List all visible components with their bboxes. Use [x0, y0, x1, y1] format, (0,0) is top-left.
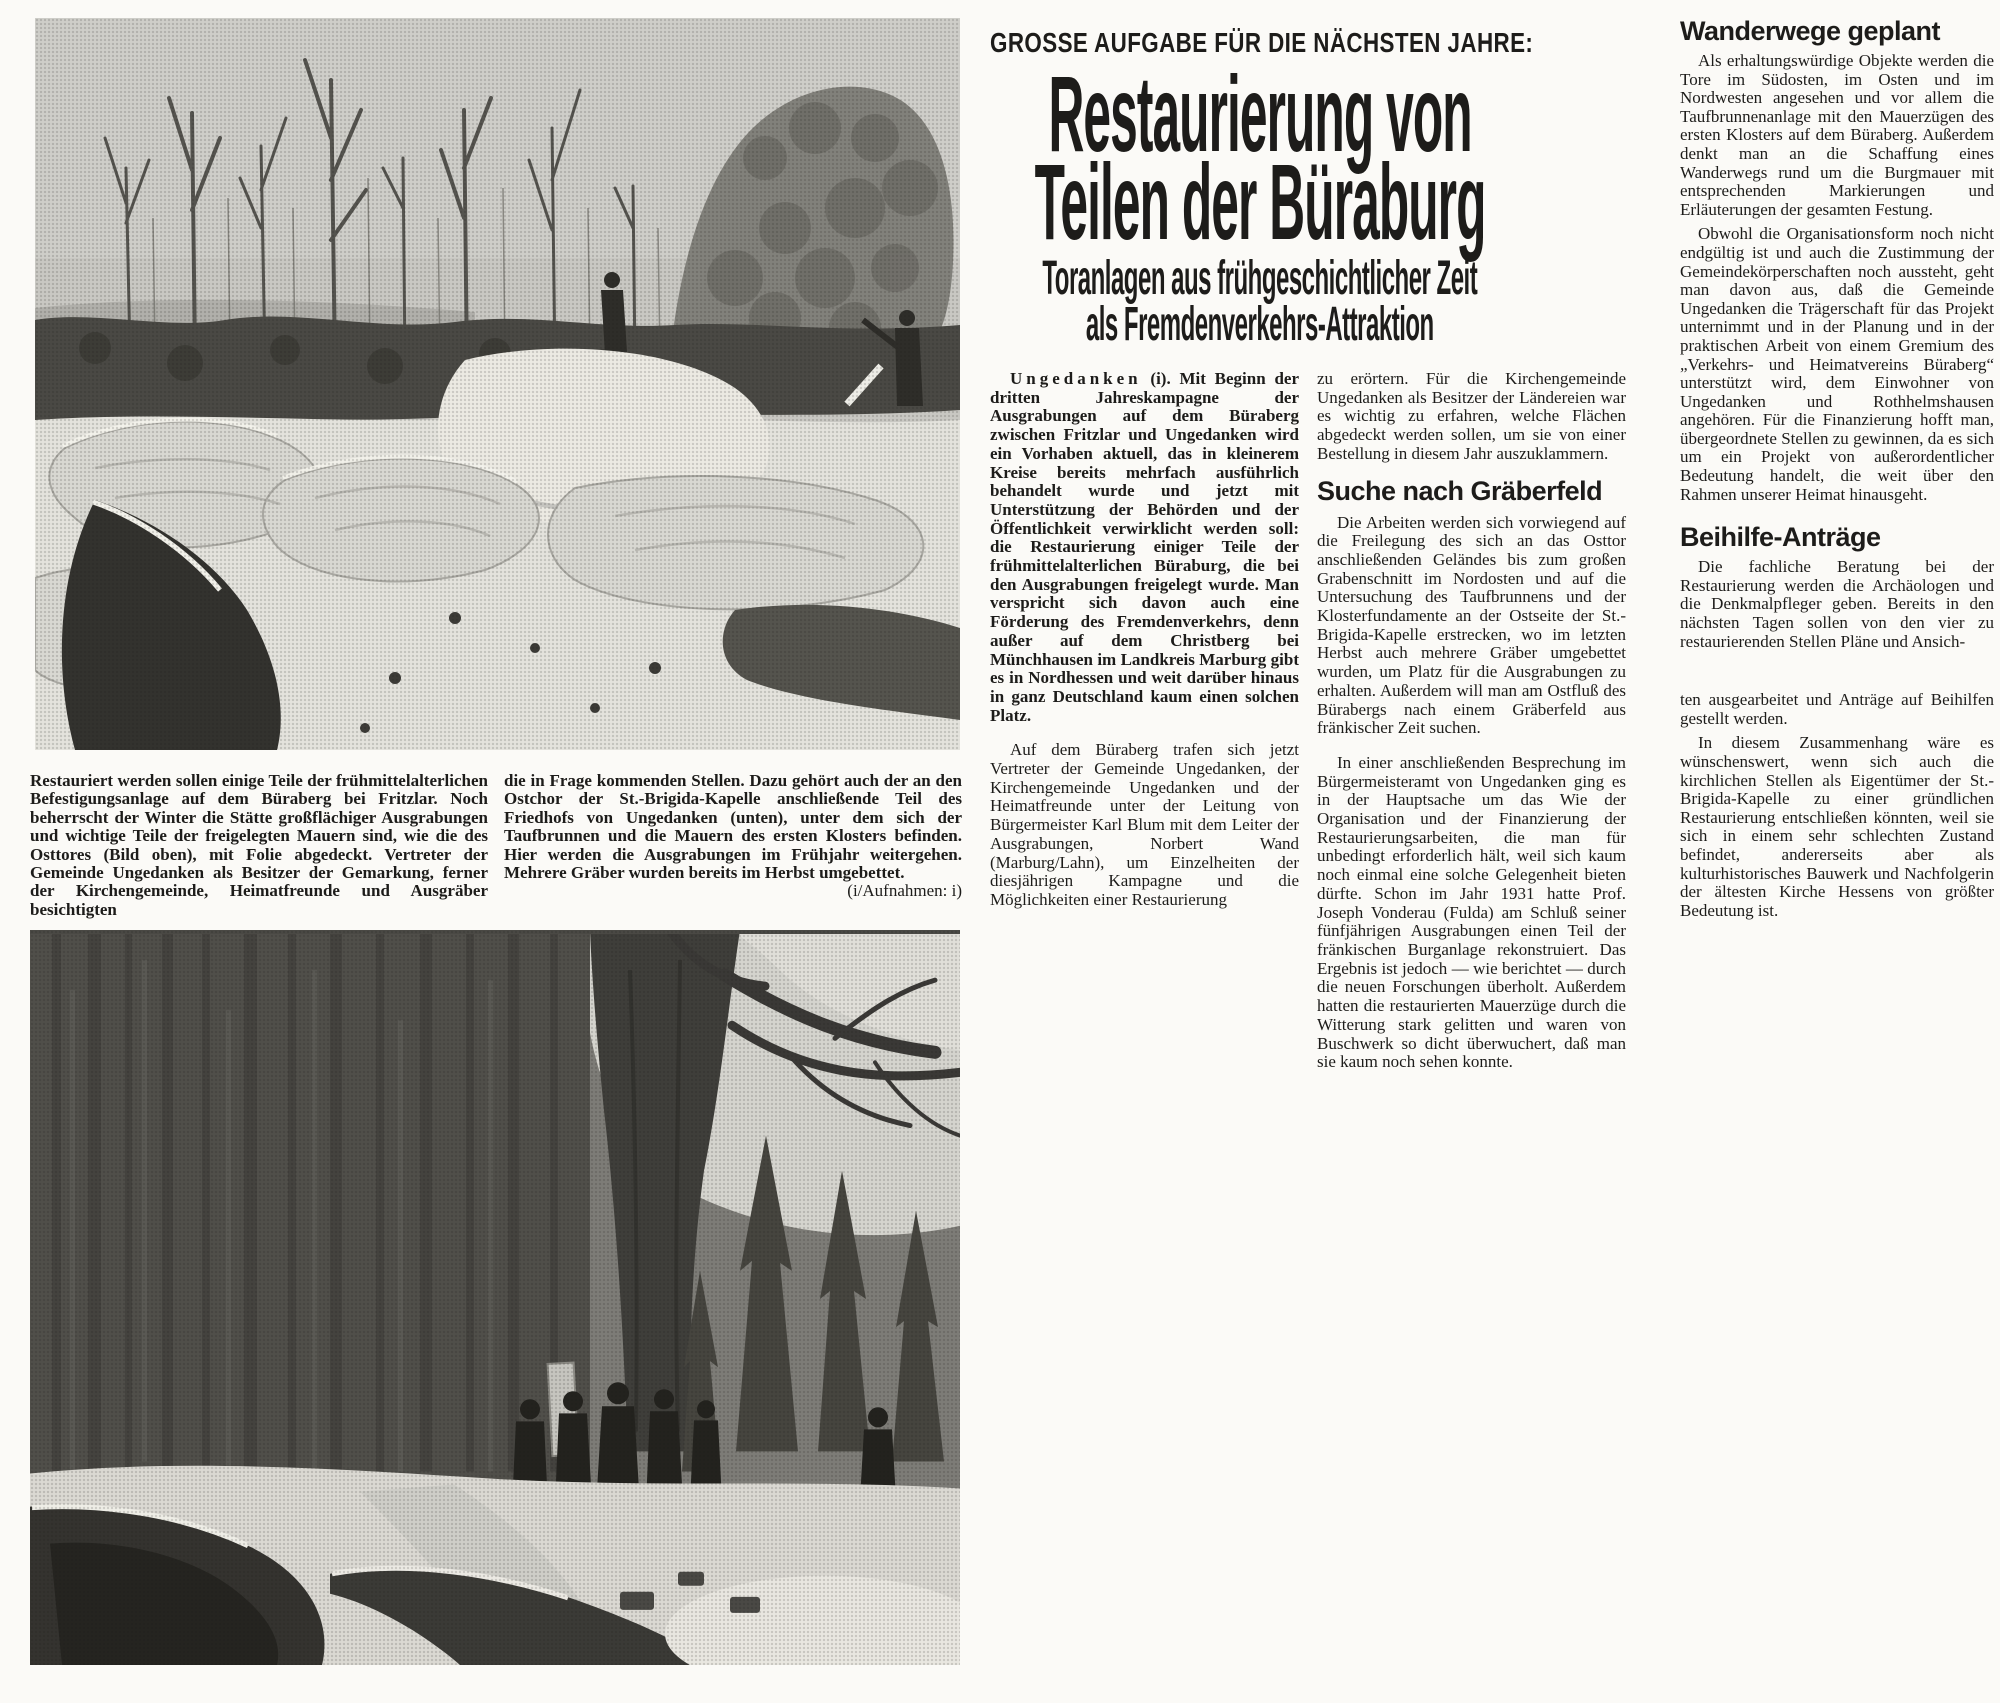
- caption-right-text: die in Frage kommenden Stellen. Dazu gehört auch der an den Ostchor der St.-Brigida-Kapelle anschließende Teil des Friedhofs von Ungedanken (unten), unter dem sich der Taufbrunnen und die Mauern des ersten Klosters befinden. Hier werden die Ausgrabungen im Frühjahr weitergehen. Mehrere Gräber wurden bereits im Herbst umgebettet.: [504, 771, 962, 883]
- paragraph: Die fachliche Beratung bei der Restaurierung werden die Archäologen und die Denkmalpfleger geben. Bereits in den nächsten Tagen sollen von den vier zu restaurierenden Stellen Pläne und Ansich-: [1680, 557, 1994, 651]
- sidebar-heading-beihilfe: Beihilfe-Anträge: [1680, 522, 1881, 553]
- subhead-line-1: Toranlagen aus frühgeschichtlicher Zeit: [1042, 252, 1478, 305]
- caption-left-column: Restauriert werden sollen einige Teile der frühmittelalterlichen Befestigungsanlage auf dem Büraberg bei Fritzlar. Noch beherrscht der Winter die Stätte großflächiger Ausgrabungen und wichtige Teile der freigelegten Mauern sind, wie die des Osttores (Bild oben), mit Folie abgedeckt. Vertreter der Gemeinde Ungedanken als Besitzer der Gemarkung, ferner der Kirchengemeinde, Heimatfreunde und Ausgräber besichtigten: [30, 771, 488, 919]
- photo-top-excavation: [35, 18, 960, 750]
- kicker-text: GROSSE AUFGABE FÜR DIE NÄCHSTEN JAHRE:: [990, 27, 1534, 58]
- article-body: [990, 370, 1626, 1072]
- sidebar: [1680, 14, 1994, 920]
- paragraph-continued: ten ausgearbeitet und Anträge auf Beihilfen gestellt werden.: [1680, 690, 1994, 728]
- paragraph: Als erhaltungswürdige Objekte werden die Tore im Südosten, im Osten und im Nordwesten angesehen und vor allem die Taufbrunnenanlage mit den Mauerzügen des ersten Klosters auf dem Büraberg. Außerdem denkt man an die Schaffung eines Wanderwegs rund um die Burgmauer mit entsprechenden Markierungen und Erläuterungen der gesamten Festung.: [1680, 51, 1994, 219]
- paragraph: zu erörtern. Für die Kirchengemeinde Ungedanken als Besitzer der Ländereien war es wichtig zu erfahren, welche Flächen abgedeckt werden sollen, um sie von einer Bestellung in diesem Jahr auszuklammern.: [1317, 369, 1626, 463]
- paragraph: In einer anschließenden Besprechung im Bürgermeisteramt von Ungedanken ging es in der Hauptsache um das Wie der Organisation und der Finanzierung der Restaurierungsarbeiten, die man für unbedingt erforderlich hält, weil sich kaum noch einmal eine solche Gelegenheit bieten dürfte. Schon im Jahr 1931 hatte Prof. Joseph Vonderau (Fulda) am Schluß seiner fünfjährigen Ausgrabungen einen Teil der fränkischen Burganlage rekonstruiert. Das Ergebnis ist jedoch — wie berichtet — durch die neuen Forschungen überholt. Außerdem hatten die restaurierten Mauerzüge durch die Witterung stark gelitten und waren von Buschwerk so dicht überwuchert, daß man sie kaum noch sehen konnte.: [1317, 752, 1626, 1072]
- photo-credit: (i/Aufnahmen: i): [847, 881, 962, 901]
- headline-line-2: Teilen der Büraburg: [1034, 141, 1486, 262]
- paragraph: Obwohl die Organisationsform noch nicht endgültig ist und auch die Zustimmung der Gemeindekörperschaften noch aussteht, geht man davon aus, daß die Gemeinde Ungedanken die Trägerschaft für das Projekt unternimmt und in der Planung und in der praktischen Arbeit von einem Gremium des „Verkehrs- und Heimatvereins Büraberg“ unterstützt wird, dem Einwohner von Ungedanken und Rothhelmshausen angehören. Für die Finanzierung hofft man, übergeordnete Stellen zu gewinnen, da es sich um ein Projekt von außerordentlicher Bedeutung handelt, die weit über den Rahmen unserer Heimat hinausgeht.: [1680, 224, 1994, 504]
- crosshead-suche-nach-graeberfeld: Suche nach Gräberfeld: [1317, 475, 1603, 506]
- main-article: [990, 28, 1626, 1072]
- headline: [990, 53, 1530, 262]
- dateline: Ungedanken: [1010, 369, 1142, 388]
- headline-line-1: Restaurierung von: [1048, 53, 1472, 174]
- photo-bottom-cemetery: [30, 930, 960, 1665]
- sidebar-heading-wanderwege: Wanderwege geplant: [1680, 16, 1941, 46]
- article-column-2: [1317, 370, 1626, 1072]
- article-column-1: [990, 370, 1299, 1072]
- photo-caption: [30, 772, 962, 919]
- paragraph: In diesem Zusammenhang wäre es wünschenswert, wenn sich auch die kirchlichen Stellen als Eigentümer der St.-Brigida-Kapelle zu einer gründlichen Restaurierung entschließen könnten, weil sie sich in einem sehr schlechten Zustand befindet, andererseits aber als kulturhistorisches Bauwerk und Nachfolgerin der ältesten Kirche Hessens von größter Bedeutung ist.: [1680, 733, 1994, 920]
- lead-paragraph: Ungedanken (i). Mit Beginn der dritten Jahreskampagne der Ausgrabungen auf dem Büraberg zwischen Fritzlar und Ungedanken wird ein Vorhaben aktuell, das in kleinerem Kreise bereits mehrfach ausführlich behandelt wurde und jetzt mit Unterstützung der Behörden und der Öffentlichkeit verwirklicht werden soll: die Restaurierung einiger Teile der frühmittelalterlichen Büraburg, die bei den Ausgrabungen freigelegt wurde. Man verspricht sich davon auch eine Förderung des Fremdenverkehrs, denn außer auf dem Christberg bei Münchhausen im Landkreis Marburg gibt es in Nordhessen und weit darüber hinaus in ganz Deutschland kaum einen solchen Platz.: [990, 369, 1299, 725]
- subhead-line-2: als Fremdenverkehrs-Attraktion: [1086, 298, 1434, 351]
- paragraph: Auf dem Büraberg trafen sich jetzt Vertreter der Gemeinde Ungedanken, der Kirchengemeinde Ungedanken und der Heimatfreunde unter der Leitung von Bürgermeister Karl Blum mit dem Leiter der Ausgrabungen, Norbert Wand (Marburg/Lahn), um Einzelheiten der diesjährigen Kampagne und die Möglichkeiten einer Restaurierung: [990, 740, 1299, 909]
- photo-top-illustration: [35, 18, 960, 750]
- caption-right-column: [504, 772, 962, 919]
- subhead: [990, 252, 1530, 351]
- paragraph: Die Arbeiten werden sich vorwiegend auf die Freilegung des sich an das Osttor anschließenden Geländes bis zum großen Grabenschnitt im Nordosten und auf die Untersuchung des Taufbrunnens und der Klosterfundamente an der Ostseite der St.-Brigida-Kapelle erstrecken, wo im letzten Herbst auch mehrere Gräber umgebettet wurden, um Platz für die Ausgrabungen zu erhalten. Außerdem will man am Ostfluß des Bürabergs nach einem Gräberfeld aus fränkischer Zeit suchen.: [1317, 512, 1626, 738]
- photo-bottom-illustration: [30, 930, 960, 1665]
